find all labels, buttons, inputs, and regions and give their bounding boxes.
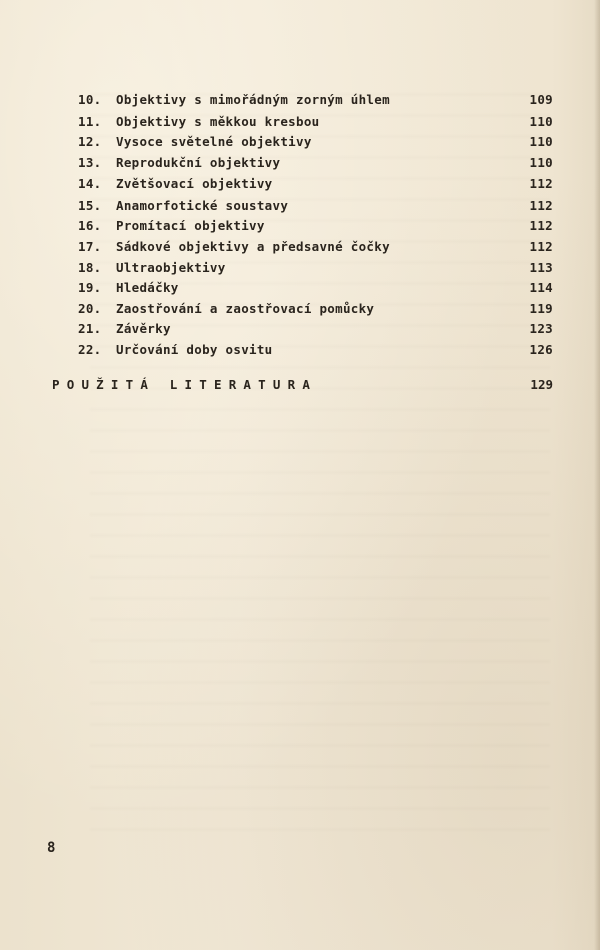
toc-entry — [0, 319, 600, 339]
toc-entry-number: 17. — [78, 239, 102, 254]
toc-entry-title: Ultraobjektivy — [116, 260, 226, 275]
toc-entry-number: 20. — [78, 301, 102, 316]
toc-literature-page: 129 — [530, 377, 553, 392]
toc-entry — [0, 90, 600, 110]
toc-entry-page: 109 — [529, 92, 553, 107]
toc-entry-title: Určování doby osvitu — [116, 342, 273, 357]
toc-entry — [0, 278, 600, 298]
toc-entry-title: Objektivy s mimořádným zorným úhlem — [116, 92, 390, 107]
toc-entry — [0, 216, 600, 236]
toc-entry-page: 110 — [529, 155, 553, 170]
toc-entry-number: 10. — [78, 92, 102, 107]
toc-entry — [0, 237, 600, 257]
toc-entry-page: 119 — [529, 301, 553, 316]
toc-entry-number: 14. — [78, 176, 102, 191]
toc-entry-page: 110 — [529, 114, 553, 129]
toc-literature-title: POUŽITÁ LITERATURA — [52, 377, 318, 392]
toc-entry-page: 112 — [529, 239, 553, 254]
toc-entry-title: Sádkové objektivy a předsavné čočky — [116, 239, 390, 254]
toc-literature-entry — [0, 374, 600, 396]
toc-entry — [0, 196, 600, 216]
toc-entry-page: 113 — [529, 260, 553, 275]
toc-entry-title: Vysoce světelné objektivy — [116, 134, 312, 149]
toc-entry-title: Hledáčky — [116, 280, 179, 295]
toc-entry-title: Objektivy s měkkou kresbou — [116, 114, 320, 129]
toc-entry-title: Zvětšovací objektivy — [116, 176, 273, 191]
toc-entry-number: 18. — [78, 260, 102, 275]
toc-entry-page: 114 — [529, 280, 553, 295]
toc-entry-number: 15. — [78, 198, 102, 213]
toc-entry — [0, 132, 600, 152]
toc-entry-page: 110 — [529, 134, 553, 149]
toc-entry-page: 112 — [529, 218, 553, 233]
toc-entry-title: Reprodukční objektivy — [116, 155, 281, 170]
toc-entry-title: Závěrky — [116, 321, 171, 336]
toc-entry-page: 112 — [529, 176, 553, 191]
toc-entry — [0, 112, 600, 132]
toc-entry-number: 19. — [78, 280, 102, 295]
toc-entry-page: 126 — [529, 342, 553, 357]
toc-entry-number: 16. — [78, 218, 102, 233]
toc-entry-number: 13. — [78, 155, 102, 170]
page-number: 8 — [47, 840, 56, 856]
toc-entry — [0, 340, 600, 360]
toc-entry-title: Anamorfotické soustavy — [116, 198, 289, 213]
toc-entry-number: 12. — [78, 134, 102, 149]
toc-entry-page: 123 — [529, 321, 553, 336]
toc-entry — [0, 299, 600, 319]
toc-entry — [0, 174, 600, 194]
toc-entry-number: 21. — [78, 321, 102, 336]
toc-entry-title: Promítací objektivy — [116, 218, 265, 233]
toc-entry-page: 112 — [529, 198, 553, 213]
toc-entry-number: 22. — [78, 342, 102, 357]
toc-entry-title: Zaostřování a zaostřovací pomůcky — [116, 301, 375, 316]
toc-entry — [0, 258, 600, 278]
toc-entry-number: 11. — [78, 114, 102, 129]
toc-entry — [0, 153, 600, 173]
